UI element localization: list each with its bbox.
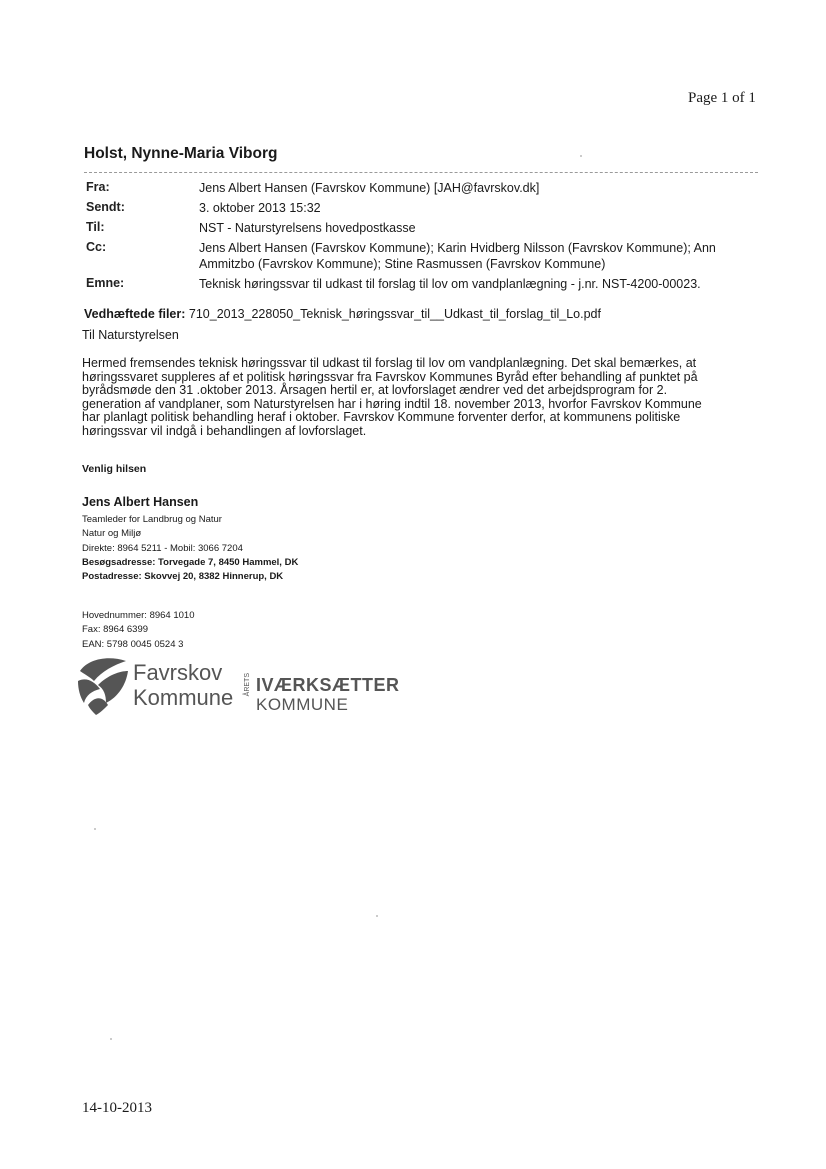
logo-text-kommune: Kommune: [133, 685, 234, 710]
to-value: NST - Naturstyrelsens hovedpostkasse: [199, 221, 416, 235]
page-number: Page 1 of 1: [688, 90, 756, 106]
sent-label: Sendt:: [86, 200, 125, 214]
signature-phones: Direkte: 8964 5211 - Mobil: 3066 7204: [82, 542, 243, 554]
closing: Venlig hilsen: [82, 463, 147, 475]
email-header: [86, 180, 766, 296]
header-divider: [84, 172, 758, 173]
favrskov-leaf-logo-icon: [78, 657, 130, 715]
signature-postal-address: Postadresse: Skovvej 20, 8382 Hinnerup, DK: [82, 571, 284, 583]
message-body: Hermed fremsendes teknisk høringssvar til udkast til forslag til lov om vandplanlægning. Det skal bemærkes, at høringssvaret suppleres af et politisk høringssvar fra Favrskov Kommunes Byråd efter behandling af punktet på byrådsmøde den 31 .oktober 2013. Årsagen hertil er, at lovforslaget ændrer ved det arbejdsprogram for 2. generation af vandplaner, som Naturstyrelsen har i høring indtil 18. november 2013, hvorfor Favrskov Kommune har planlagt politisk behandling heraf i oktober. Favrskov Kommune forventer derfor, at kommunens politiske høringssvar vil indgå i behandlingen af lovforslaget.: [82, 356, 702, 438]
sent-value: 3. oktober 2013 15:32: [199, 201, 321, 215]
greeting: Til Naturstyrelsen: [82, 328, 179, 342]
main-number: Hovednummer: 8964 1010: [82, 610, 195, 621]
signature-name: Jens Albert Hansen: [82, 495, 199, 509]
signature-contact: [82, 609, 195, 652]
mailbox-owner-name: Holst, Nynne-Maria Viborg: [84, 145, 278, 162]
logo-text-arets: ÅRETS: [244, 673, 251, 697]
signature-block: [82, 513, 298, 584]
cc-value: Jens Albert Hansen (Favrskov Kommune); Karin Hvidberg Nilsson (Favrskov Kommune); Ann Ammitzbo (Favrskov Kommune); Stine Rasmussen (Favrskov Kommune): [199, 241, 716, 271]
ean-number: EAN: 5798 0045 0524 3: [82, 638, 184, 650]
scan-speck: [580, 155, 582, 157]
scan-speck: [94, 828, 96, 830]
logo-text-ivaerksaetter: IVÆRKSÆTTER: [256, 675, 400, 695]
subject-label: Emne:: [86, 276, 125, 290]
from-value: Jens Albert Hansen (Favrskov Kommune) [JAH@favrskov.dk]: [199, 181, 540, 195]
cc-label: Cc:: [86, 240, 107, 254]
logo-text-favrskov: Favrskov: [133, 660, 223, 685]
signature-department: Natur og Miljø: [82, 528, 142, 540]
signature-visit-address: Besøgsadresse: Torvegade 7, 8450 Hammel, DK: [82, 556, 299, 568]
attachment-filename[interactable]: 710_2013_228050_Teknisk_høringssvar_til__Udkast_til_forslag_til_Lo.pdf: [188, 307, 601, 321]
cc-row: [86, 240, 766, 276]
attachments-row: [84, 307, 601, 321]
to-label: Til:: [86, 220, 105, 234]
sent-row: [86, 200, 766, 220]
to-row: [86, 220, 766, 240]
footer-date: 14-10-2013: [82, 1100, 152, 1116]
from-label: Fra:: [86, 180, 110, 194]
logo-text-award-kommune: KOMMUNE: [256, 695, 349, 714]
signature-title: Teamleder for Landbrug og Natur: [82, 514, 222, 525]
scan-speck: [110, 1038, 112, 1040]
scan-speck: [376, 915, 378, 917]
subject-row: [86, 276, 766, 296]
fax-number: Fax: 8964 6399: [82, 624, 149, 636]
attachments-label: Vedhæftede filer:: [84, 307, 186, 321]
subject-value: Teknisk høringssvar til udkast til forslag til lov om vandplanlægning - j.nr. NST-4200-00023.: [199, 277, 701, 291]
from-row: [86, 180, 766, 200]
